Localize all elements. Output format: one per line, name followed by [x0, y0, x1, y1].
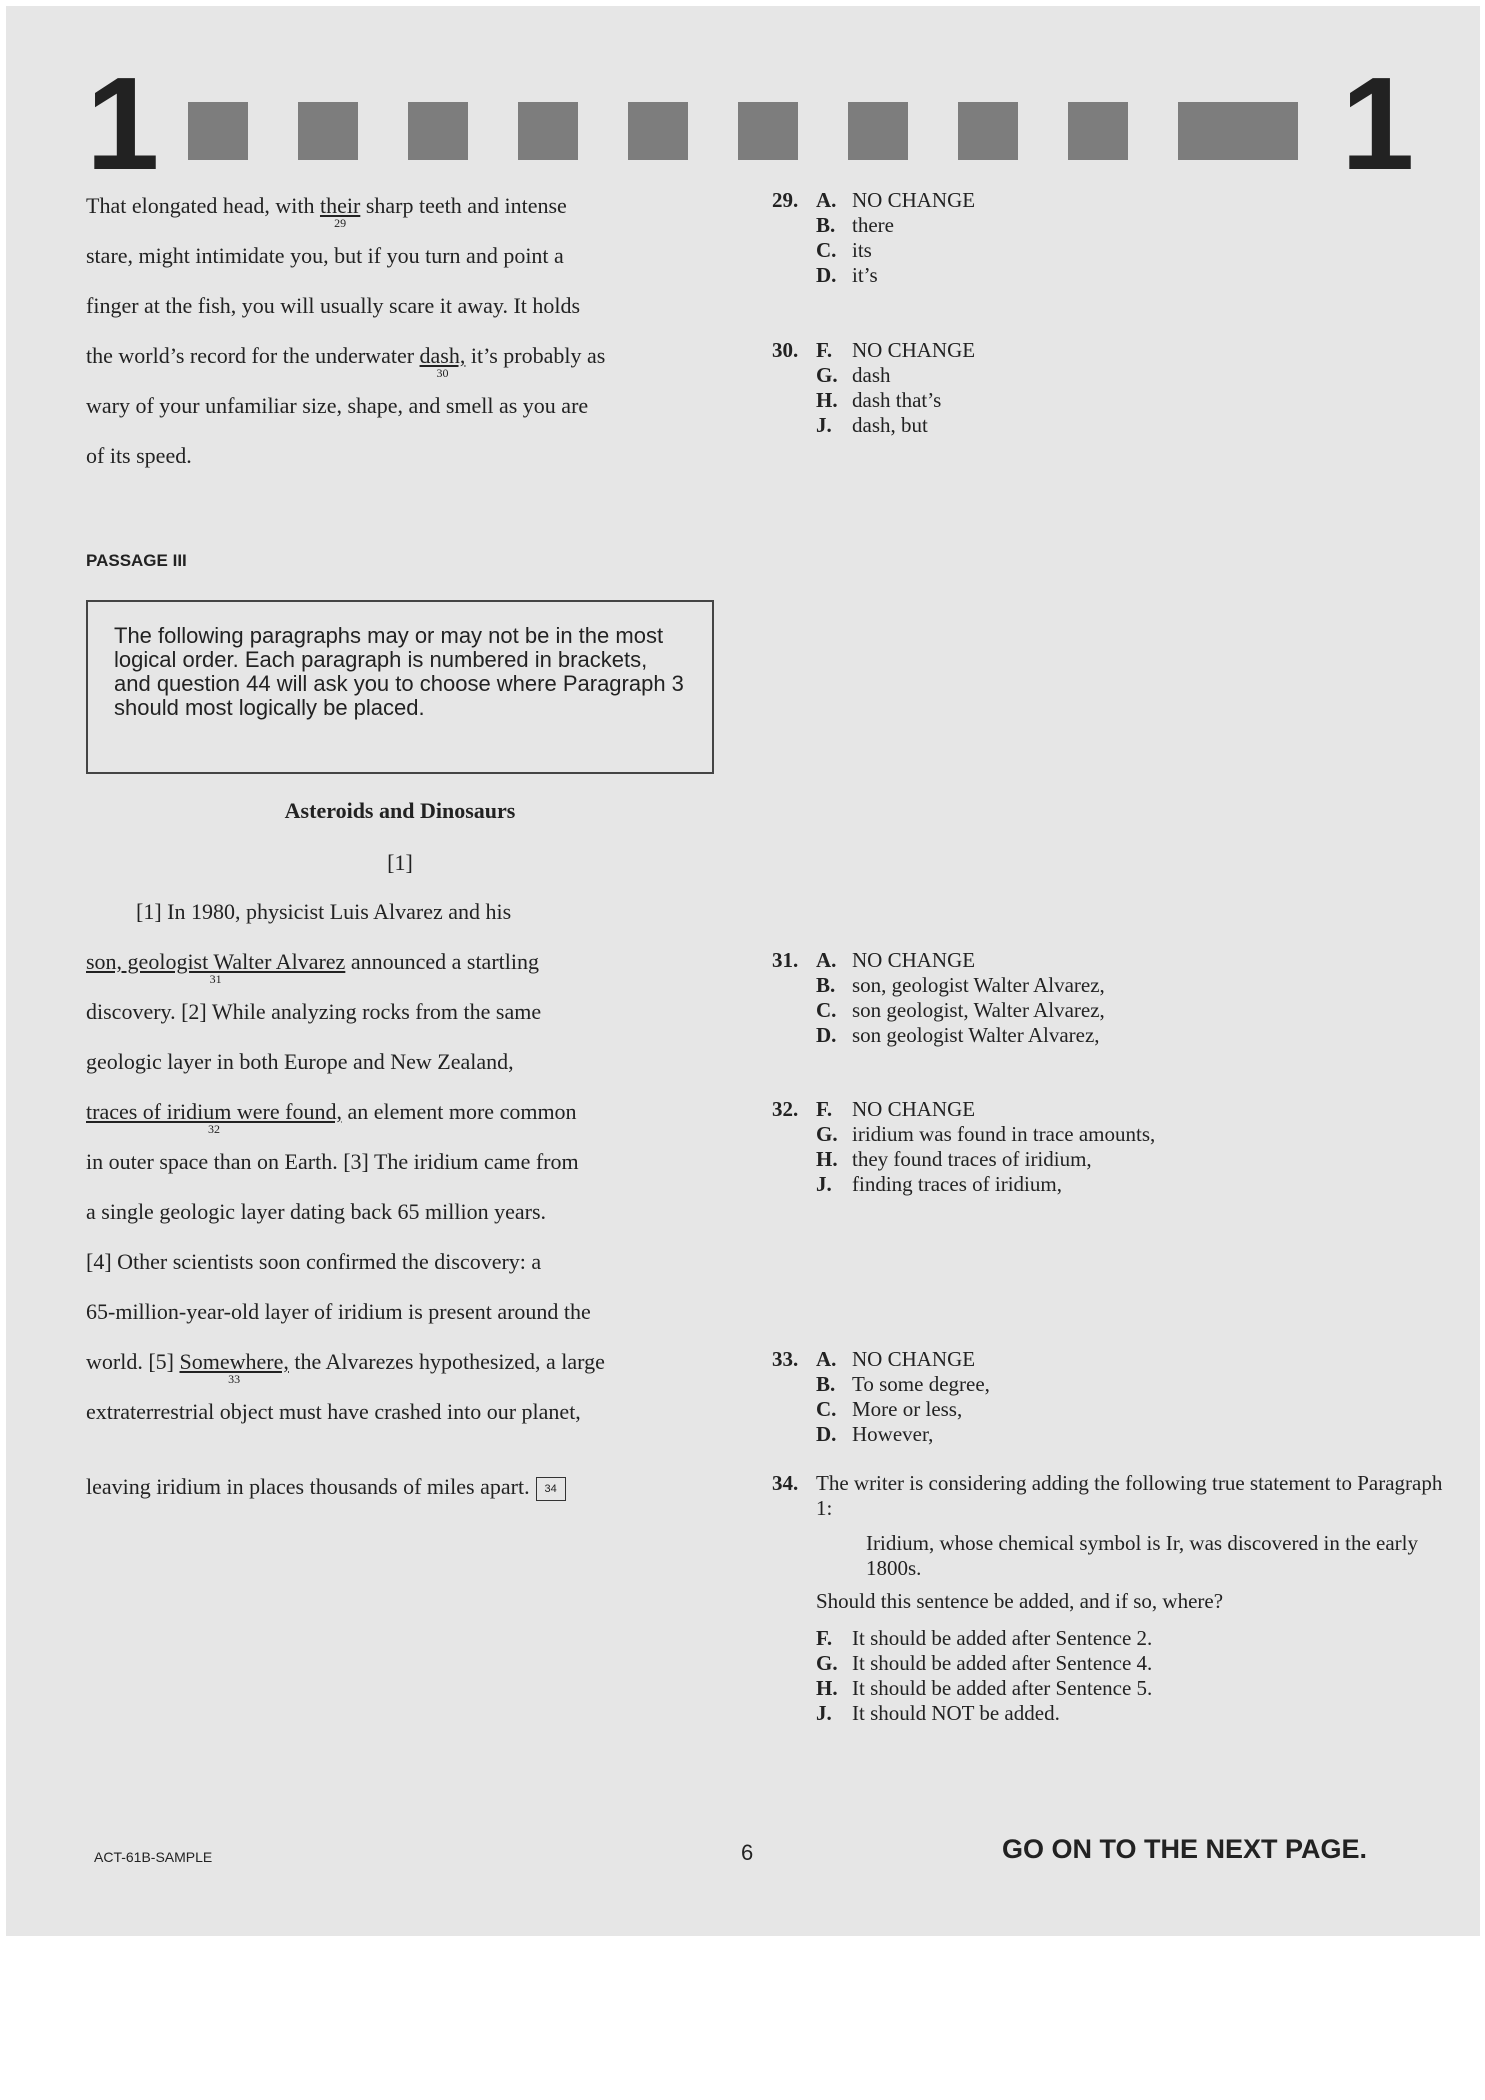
section-number-left: 1 — [86, 50, 160, 197]
header-square — [958, 102, 1018, 160]
header-square — [188, 102, 248, 160]
question-number: 33. — [772, 1347, 799, 1371]
header-square — [1068, 102, 1128, 160]
option-a[interactable]: A. NO CHANGE — [816, 948, 976, 972]
option-c[interactable]: C. its — [816, 238, 872, 262]
passage-line: of its speed. — [86, 443, 192, 468]
option-g[interactable]: G. dash — [816, 363, 891, 387]
question-30 — [772, 338, 1412, 448]
option-d[interactable]: D. However, — [816, 1422, 934, 1446]
passage-label: PASSAGE III — [86, 551, 187, 570]
header-square — [738, 102, 798, 160]
question-number: 31. — [772, 948, 799, 972]
option-f[interactable]: F. It should be added after Sentence 2. — [816, 1626, 1153, 1650]
passage-line: That elongated head, with their 29 sharp teeth and intense — [86, 193, 567, 230]
option-d[interactable]: D. it’s — [816, 263, 878, 287]
passage-line: wary of your unfamiliar size, shape, and smell as you are — [86, 393, 589, 418]
option-g[interactable]: G. iridium was found in trace amounts, — [816, 1122, 1156, 1146]
question-prompt: Should this sentence be added, and if so, where? — [816, 1589, 1224, 1613]
header-square — [518, 102, 578, 160]
option-g[interactable]: G. It should be added after Sentence 4. — [816, 1651, 1153, 1675]
passage-line: leaving iridium in places thousands of miles apart. 34 — [86, 1473, 726, 1501]
header-square — [1178, 102, 1238, 160]
header-square — [628, 102, 688, 160]
question-31 — [772, 948, 1412, 1058]
header-square — [298, 102, 358, 160]
underlined-q29[interactable]: their 29 — [319, 193, 361, 230]
question-number: 34. — [772, 1471, 799, 1495]
header-square — [848, 102, 908, 160]
question-33 — [772, 1347, 1412, 1457]
passage-line: [1] In 1980, physicist Luis Alvarez and his — [136, 899, 512, 924]
passage-line: son, geologist Walter Alvarez 31 announced a startling — [86, 949, 539, 986]
question-number: 30 — [436, 366, 449, 380]
option-j[interactable]: J. finding traces of iridium, — [816, 1172, 1062, 1196]
option-c[interactable]: C. son geologist, Walter Alvarez, — [816, 998, 1105, 1022]
passage-line: traces of iridium were found, 32 an element more common — [86, 1099, 577, 1136]
question-number: 30. — [772, 338, 799, 362]
passage-line: [4] Other scientists soon confirmed the discovery: a — [86, 1249, 542, 1274]
passage-line: extraterrestrial object must have crashed into our planet, — [86, 1399, 581, 1424]
question-32 — [772, 1097, 1412, 1207]
passage-line: a single geologic layer dating back 65 million years. — [86, 1199, 547, 1224]
question-stem: The writer is considering adding the following true statement to Paragraph 1: — [816, 1471, 1443, 1520]
option-b[interactable]: B. To some degree, — [816, 1372, 990, 1396]
question-number: 33 — [228, 1372, 241, 1386]
passage-line: stare, might intimidate you, but if you turn and point a — [86, 243, 564, 268]
page-number: 6 — [741, 1840, 754, 1865]
option-c[interactable]: C. More or less, — [816, 1397, 963, 1421]
passage-line: finger at the fish, you will usually scare it away. It holds — [86, 293, 581, 318]
option-h[interactable]: H. It should be added after Sentence 5. — [816, 1676, 1153, 1700]
question-34 — [772, 1471, 1443, 1731]
option-h[interactable]: H. they found traces of iridium, — [816, 1147, 1092, 1171]
page-sheet — [6, 6, 1480, 1936]
question-29 — [772, 188, 1412, 298]
question-number: 31 — [209, 972, 222, 986]
section-number-right: 1 — [1341, 50, 1415, 197]
option-f[interactable]: F. NO CHANGE — [816, 1097, 976, 1121]
option-a[interactable]: A. NO CHANGE — [816, 188, 976, 212]
paragraph-marker: [1] — [387, 850, 413, 875]
passage-line: discovery. [2] While analyzing rocks from the same — [86, 999, 542, 1024]
passage-title: Asteroids and Dinosaurs — [284, 798, 516, 823]
option-a[interactable]: A. NO CHANGE — [816, 1347, 976, 1371]
passage-line: the world’s record for the underwater dash, 30 it’s probably as — [86, 343, 606, 380]
passage-line: in outer space than on Earth. [3] The iridium came from — [86, 1149, 579, 1174]
next-page-notice: GO ON TO THE NEXT PAGE. — [1002, 1834, 1368, 1864]
option-j[interactable]: J. It should NOT be added. — [816, 1701, 1060, 1725]
option-j[interactable]: J. dash, but — [816, 413, 928, 437]
question-number: 29 — [334, 216, 347, 230]
underlined-q33[interactable]: Somewhere, 33 — [179, 1349, 289, 1386]
option-b[interactable]: B. son, geologist Walter Alvarez, — [816, 973, 1105, 997]
question-quote: Iridium, whose chemical symbol is Ir, was discovered in the early 1800s. — [866, 1531, 1419, 1580]
question-number: 29. — [772, 188, 799, 212]
passage-note-box: The following paragraphs may or may not be in the most logical order. Each paragraph is numbered in brackets, and question 44 will ask you to choose where Paragraph 3 should most logically be placed. — [86, 600, 714, 774]
header-square — [408, 102, 468, 160]
underlined-q32[interactable]: traces of iridium were found, 32 — [86, 1099, 342, 1136]
form-code: ACT-61B-SAMPLE — [94, 1849, 213, 1865]
question-number: 32. — [772, 1097, 799, 1121]
option-h[interactable]: H. dash that’s — [816, 388, 942, 412]
underlined-q30[interactable]: dash, 30 — [419, 343, 466, 380]
passage-line: world. [5] Somewhere, 33 the Alvarezes hypothesized, a large — [86, 1349, 605, 1386]
option-d[interactable]: D. son geologist Walter Alvarez, — [816, 1023, 1100, 1047]
header-square — [1238, 102, 1298, 160]
question-number: 32 — [207, 1122, 220, 1136]
passage-line: 65-million-year-old layer of iridium is present around the — [86, 1299, 591, 1324]
question-box-34: 34 — [536, 1477, 566, 1501]
option-f[interactable]: F. NO CHANGE — [816, 338, 976, 362]
option-b[interactable]: B. there — [816, 213, 894, 237]
underlined-q31[interactable]: son, geologist Walter Alvarez 31 — [86, 949, 346, 986]
passage-line: geologic layer in both Europe and New Zealand, — [86, 1049, 514, 1074]
